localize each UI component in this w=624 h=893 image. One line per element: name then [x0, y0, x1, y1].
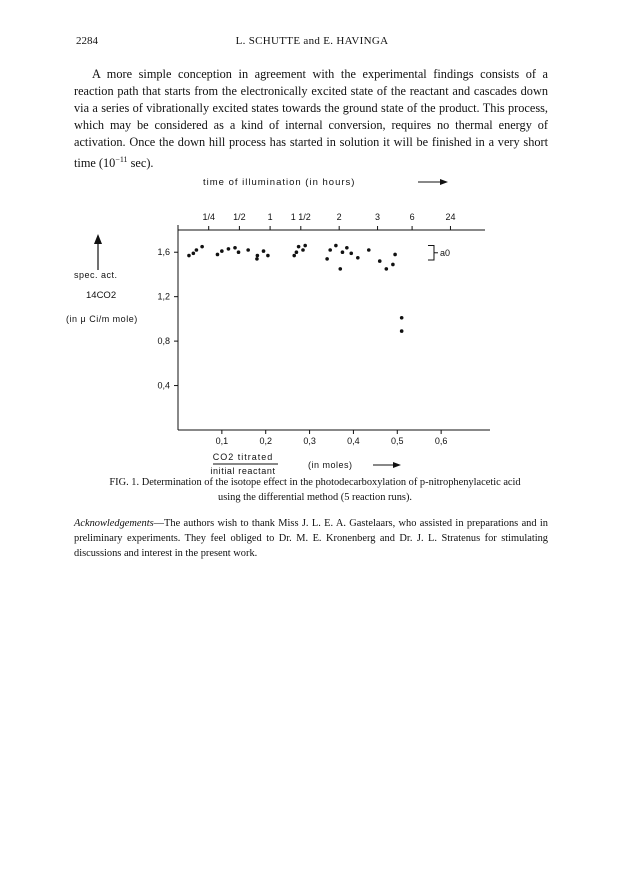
- data-point: [356, 256, 360, 260]
- acknowledgements: [74, 516, 548, 561]
- y-tick-label: 0,8: [157, 336, 170, 347]
- x-tick-label: 0,1: [215, 436, 229, 446]
- top-tick-label: 2: [336, 212, 342, 222]
- data-point: [295, 250, 299, 254]
- data-point: [367, 248, 371, 252]
- data-point: [400, 329, 404, 333]
- x-axis-label-numerator: CO2 titrated: [212, 452, 274, 462]
- y-axis-label-line-3: (in μ Ci/m mole): [66, 314, 138, 324]
- x-axis-label-denominator: initial reactant: [210, 466, 276, 476]
- data-point: [262, 249, 266, 253]
- paragraph-exponent: −11: [115, 155, 128, 164]
- data-point: [303, 244, 307, 248]
- data-point: [334, 244, 338, 248]
- page-number: 2284: [76, 35, 98, 47]
- data-point: [345, 246, 349, 250]
- running-title: L. SCHUTTE and E. HAVINGA: [235, 35, 389, 47]
- paragraph-text: A more simple conception in agreement with the experimental findings consists of a reaction path that starts from the electronically excited state of the reactant and cascades down via a series of vibrationally excited states towards the ground state of the product. This process, which may be considered as a kind of internal conversion, requires no thermal energy of activation. Once the down hill process has started in solution it will be finished in a very short time (10: [74, 67, 548, 171]
- x-tick-label: 0,4: [347, 436, 360, 446]
- y-tick-label: 0,4: [157, 380, 170, 391]
- x-tick-label: 0,3: [303, 436, 316, 446]
- data-point: [301, 248, 305, 252]
- data-point: [266, 254, 270, 258]
- top-tick-label: 1: [267, 212, 273, 222]
- data-point: [338, 267, 342, 271]
- data-point: [341, 250, 345, 254]
- y-tick-label: 1,6: [157, 247, 170, 258]
- acknowledgements-lead: Acknowledgements: [74, 518, 154, 529]
- bracket-label: a0: [439, 247, 451, 258]
- data-point: [200, 245, 204, 249]
- x-tick-label: 0,2: [259, 436, 272, 446]
- top-tick-label: 6: [409, 212, 415, 222]
- data-point: [233, 246, 237, 250]
- data-point: [328, 248, 332, 252]
- y-axis-arrow-head: [94, 234, 102, 244]
- top-axis-arrow-head: [440, 179, 448, 185]
- top-axis-title: time of illumination (in hours): [203, 177, 356, 188]
- top-tick-label: 1/2: [233, 212, 246, 222]
- data-point: [349, 252, 353, 256]
- bracket-mark: [428, 246, 434, 260]
- data-point: [292, 254, 296, 258]
- acknowledgements-text: —The authors wish to thank Miss J. L. E. A. Gastelaars, who assisted in preparations and in preliminary experiments. They feel obliged to Dr. M. E. Kronenberg and Dr. J. L. Stratenus for stimulating discussions and interest in the present work.: [74, 518, 548, 559]
- top-tick-label: 1/4: [202, 212, 215, 222]
- y-axis-label-line-2: 14CO2: [86, 290, 117, 301]
- data-point: [216, 253, 220, 257]
- data-point: [378, 259, 382, 263]
- data-point: [393, 253, 397, 257]
- paragraph-tail: sec).: [127, 156, 154, 171]
- data-point: [325, 257, 329, 261]
- data-point: [187, 254, 191, 258]
- data-point: [192, 252, 196, 256]
- data-point: [391, 263, 395, 267]
- y-axis-label-line-1: spec. act.: [74, 270, 118, 280]
- x-axis-label-unit: (in moles): [308, 460, 353, 470]
- data-point: [400, 316, 404, 320]
- data-point: [385, 267, 389, 271]
- data-point: [255, 257, 259, 261]
- data-point: [297, 245, 301, 249]
- y-tick-label: 1,2: [157, 291, 170, 302]
- data-point: [256, 254, 260, 258]
- x-tick-label: 0,5: [391, 436, 404, 446]
- top-tick-label: 24: [445, 212, 456, 222]
- data-point: [237, 250, 241, 254]
- figure-chart: [60, 170, 580, 490]
- x-tick-label: 0,6: [434, 436, 448, 446]
- x-axis-arrow-head: [393, 462, 401, 468]
- top-tick-label: 1 1/2: [290, 212, 311, 222]
- top-tick-label: 3: [375, 212, 381, 222]
- body-paragraph: [74, 66, 548, 172]
- data-point: [220, 249, 224, 253]
- figure-caption: FIG. 1. Determination of the isotope effect in the photodecarboxylation of p-nitrophenylacetic acid using the differential method (5 reaction runs).: [109, 477, 521, 503]
- data-point: [195, 248, 199, 252]
- data-point: [246, 248, 250, 252]
- data-point: [227, 247, 231, 251]
